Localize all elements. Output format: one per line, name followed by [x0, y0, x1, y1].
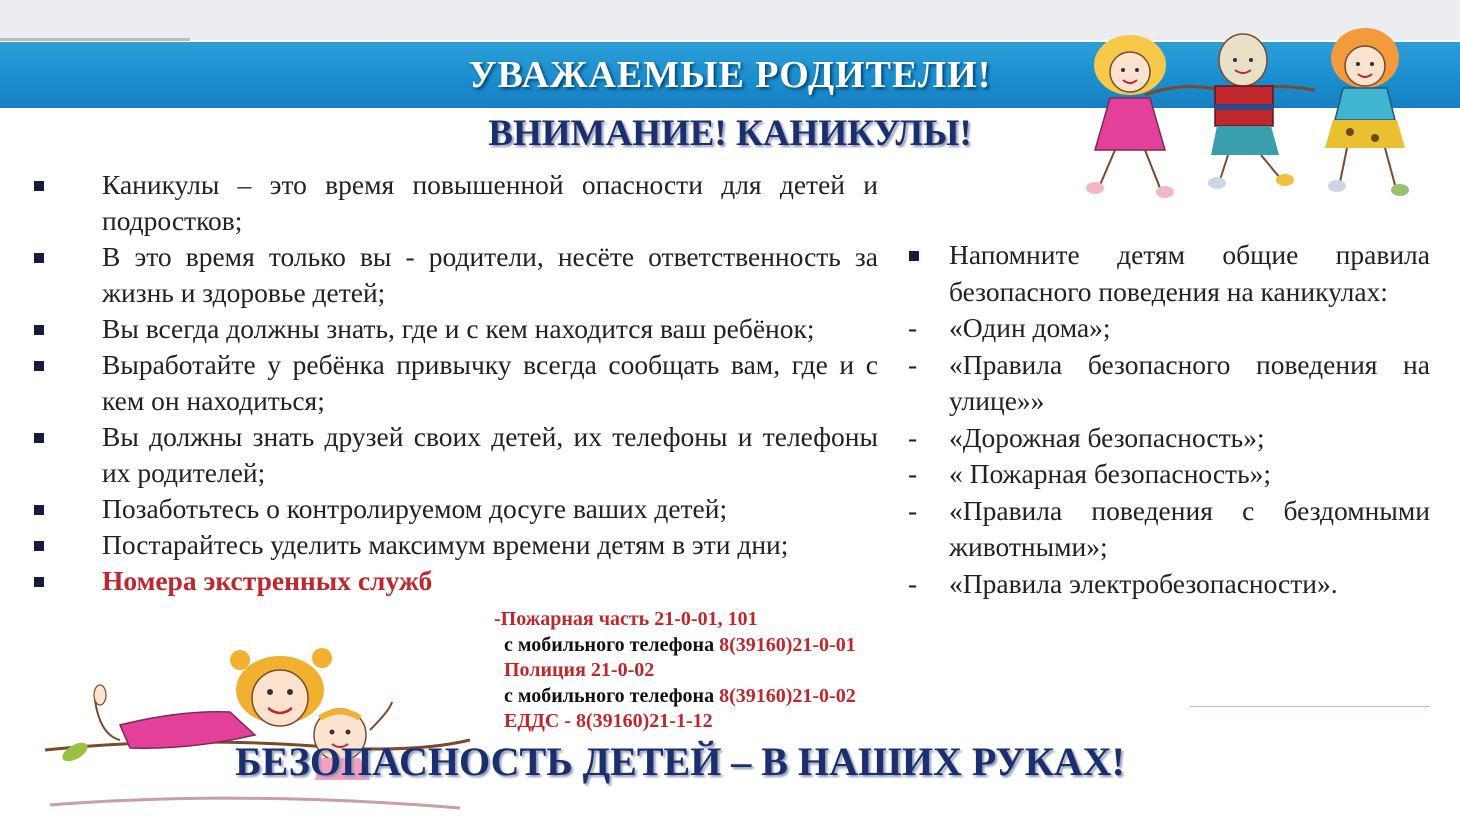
parents-advice-list	[30, 167, 878, 599]
list-item: Позаботьтесь о контролируемом досуге ваших детей;	[30, 491, 878, 527]
page-subtitle: ВНИМАНИЕ! КАНИКУЛЫ!	[488, 113, 972, 154]
list-item: - «Дорожная безопасность»;	[905, 420, 1430, 457]
list-item: - «Правила поведения с бездомными животными»;	[908, 494, 1430, 562]
emergency-label: Номера экстренных служб	[102, 565, 433, 596]
list-item: - «Один дома»;	[905, 310, 1430, 347]
page-title: УВАЖАЕМЫЕ РОДИТЕЛИ!	[468, 54, 992, 96]
list-item: Постарайтесь уделить максимум времени детям в эти дни;	[30, 527, 878, 563]
square-bullet-icon	[34, 181, 44, 191]
square-bullet-icon	[909, 251, 919, 261]
fire-mobile-line: с мобильного телефона 8(39160)21-0-01	[504, 633, 856, 656]
dash-bullet: -	[908, 567, 918, 599]
kids-lying-illustration	[40, 640, 480, 815]
list-item: Выработайте у ребёнка привычку всегда сообщать вам, где и с кем он находиться;	[30, 347, 878, 419]
edds-line: ЕДДС - 8(39160)21-1-12	[504, 710, 713, 733]
dash-bullet: -	[908, 421, 918, 453]
list-item: Напомните детям общие правила безопасного поведения на каникулах:	[905, 237, 1430, 310]
square-bullet-icon	[34, 541, 44, 551]
list-item: Вы должны знать друзей своих детей, их телефоны и телефоны их родителей;	[30, 419, 878, 491]
list-item: Каникулы – это время повышенной опасности для детей и подростков;	[30, 167, 878, 239]
square-bullet-icon	[34, 325, 44, 335]
list-item-emergency	[30, 563, 878, 599]
emergency-contacts	[494, 607, 914, 735]
list-item: - « Пожарная безопасность»;	[905, 456, 1430, 493]
dash-bullet: -	[908, 494, 918, 526]
fire-department-line: -Пожарная часть 21-0-01, 101	[494, 608, 758, 630]
square-bullet-icon	[34, 577, 44, 587]
list-item: - «Правила безопасного поведения на улице»»	[908, 348, 1430, 416]
square-bullet-icon	[34, 433, 44, 443]
square-bullet-icon	[34, 253, 44, 263]
square-bullet-icon	[34, 361, 44, 371]
list-item: В это время только вы - родители, несёте ответственность за жизнь и здоровье детей;	[30, 239, 878, 311]
dash-bullet: -	[908, 458, 918, 489]
safety-rules-list	[905, 237, 1430, 602]
police-mobile-line: с мобильного телефона 8(39160)21-0-02	[504, 684, 856, 707]
footer-slogan: БЕЗОПАСНОСТЬ ДЕТЕЙ – В НАШИХ РУКАХ!	[235, 739, 1125, 784]
dash-bullet: -	[908, 348, 918, 380]
decor-divider	[1190, 706, 1430, 707]
police-line: Полиция 21-0-02	[504, 659, 655, 682]
square-bullet-icon	[34, 505, 44, 515]
top-decor-line	[0, 38, 190, 41]
kids-holding-hands-illustration	[1065, 20, 1460, 210]
dash-bullet: -	[908, 312, 918, 343]
list-item: - «Правила электробезопасности».	[905, 566, 1430, 603]
list-item: Вы всегда должны знать, где и с кем находится ваш ребёнок;	[30, 311, 878, 347]
